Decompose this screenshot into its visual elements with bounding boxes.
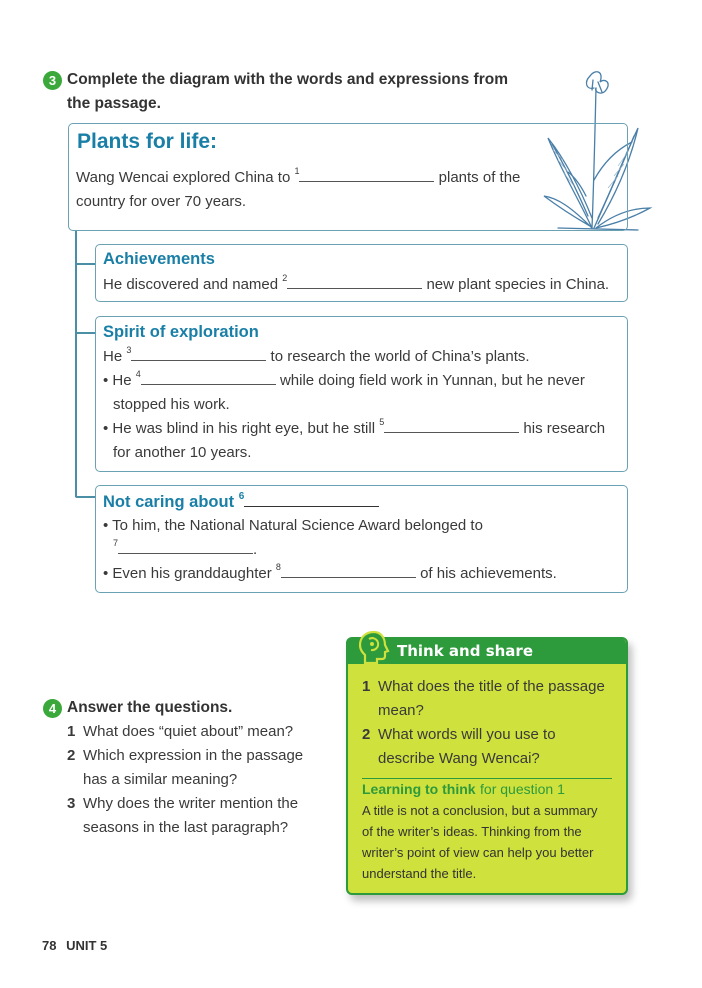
main-line-1-after: plants of the [438,169,521,186]
spirit-text [103,345,623,465]
learning-line-4: understand the title. [362,866,477,881]
blank-7-number: 7 [113,538,119,548]
blank-5[interactable] [384,430,519,433]
not-caring-text [103,514,623,586]
blank-1-number: 1 [294,166,300,176]
achievements-title: Achievements [103,250,215,268]
exercise-3-instruction [67,68,537,116]
blank-8[interactable] [281,575,416,578]
connector-not-caring [75,496,95,498]
learning-line-3: writer’s point of view can help you better [362,845,594,860]
page-footer [42,938,107,953]
exercise-4-instruction: Answer the questions. [67,699,233,716]
achievements-after: new plant species in China. [426,276,610,293]
achievements-before: He discovered and named [103,276,279,293]
connector-spirit [75,332,95,334]
not-caring-bullet-1: • To him, the National Natural Science Award belonged to [103,517,483,534]
think-and-share-card [346,637,628,895]
question-2-text-cont: has a similar meaning? [83,771,238,788]
exercise-4-number: 4 [43,699,62,718]
unit-label: UNIT 5 [66,938,108,953]
question-1-number: 1 [67,723,76,740]
plants-for-life-box [68,123,628,231]
learning-line-2: of the writer’s ideas. Thinking from the [362,824,582,839]
spirit-line-1-before: He [103,348,123,365]
instruction-line-2: the passage. [67,95,161,112]
think-item-1-text-cont: mean? [378,702,424,719]
spirit-of-exploration-box [95,316,628,472]
think-and-share-questions [362,675,624,771]
blank-7[interactable] [118,551,253,554]
plants-for-life-text [76,166,546,214]
main-line-1-before: Wang Wencai explored China to [76,169,291,186]
think-item-2-text-cont: describe Wang Wencai? [378,750,540,767]
question-1-text: What does “quiet about” mean? [83,723,294,740]
think-item-1 [362,675,624,699]
not-caring-box [95,485,628,593]
learning-to-think-label: Learning to think [362,781,476,797]
connector-achievements [75,263,95,265]
spirit-line-1 [103,345,623,369]
learning-to-think-text [362,800,622,884]
blank-3[interactable] [131,358,266,361]
question-3 [67,792,327,816]
spirit-bullet-2 [103,417,623,441]
blank-2[interactable] [287,286,422,289]
blank-4[interactable] [141,382,276,385]
learning-line-1: A title is not a conclusion, but a summary [362,803,598,818]
diagram-connector-vertical [75,231,77,497]
think-item-2-number: 2 [362,726,371,743]
learning-for-question: for question 1 [480,781,565,797]
question-1 [67,720,327,744]
question-3-text: Why does the writer mention the [83,795,299,812]
think-item-2-text: What words will you use to [378,726,556,743]
not-caring-title-row [103,490,379,512]
spirit-bullet-2-cont: for another 10 years. [113,444,252,461]
spirit-title: Spirit of exploration [103,323,259,341]
think-item-2 [362,723,624,747]
plants-for-life-title: Plants for life: [77,130,218,153]
question-2 [67,744,327,768]
instruction-line-1: Complete the diagram with the words and expressions from [67,71,508,88]
spirit-bullet-1-cont: stopped his work. [113,396,230,413]
exercise-3-number: 3 [43,71,62,90]
blank-6-number: 6 [238,490,245,502]
not-caring-bullet-2-before: • Even his granddaughter [103,565,272,582]
blank-3-number: 3 [126,345,132,355]
spirit-line-1-after: to research the world of China’s plants. [270,348,530,365]
not-caring-bullet-2-after: of his achievements. [420,565,557,582]
question-2-text: Which expression in the passage [83,747,304,764]
spirit-bullet-2-after: his research [523,420,606,437]
learning-to-think-heading [362,781,565,799]
not-caring-bullet-1-end: . [253,541,258,558]
main-line-2: country for over 70 years. [76,193,247,210]
blank-8-number: 8 [275,562,281,572]
think-item-1-number: 1 [362,678,371,695]
spirit-bullet-2-before: • He was blind in his right eye, but he still [103,420,376,437]
achievements-text [103,273,609,297]
learning-divider [362,778,612,779]
page-number: 78 [42,938,57,953]
blank-5-number: 5 [379,417,385,427]
spirit-bullet-1-before: • He [103,372,132,389]
blank-2-number: 2 [282,273,288,283]
spirit-bullet-1 [103,369,623,393]
think-and-share-title: Think and share [397,642,533,660]
think-item-1-text: What does the title of the passage [378,678,605,695]
main-line-1 [76,166,546,190]
question-2-number: 2 [67,747,76,764]
not-caring-title: Not caring about [103,493,235,511]
achievements-box [95,244,628,302]
blank-6[interactable] [244,504,379,507]
head-thinking-icon [357,629,391,665]
exercise-4-questions [67,720,327,840]
question-3-number: 3 [67,795,76,812]
question-3-text-cont: seasons in the last paragraph? [83,819,289,836]
blank-4-number: 4 [135,369,141,379]
not-caring-bullet-2 [103,562,623,586]
blank-1[interactable] [299,179,434,182]
not-caring-bullet-1-cont [103,538,623,562]
think-and-share-header [347,638,626,664]
spirit-bullet-1-after: while doing field work in Yunnan, but he never [279,372,585,389]
